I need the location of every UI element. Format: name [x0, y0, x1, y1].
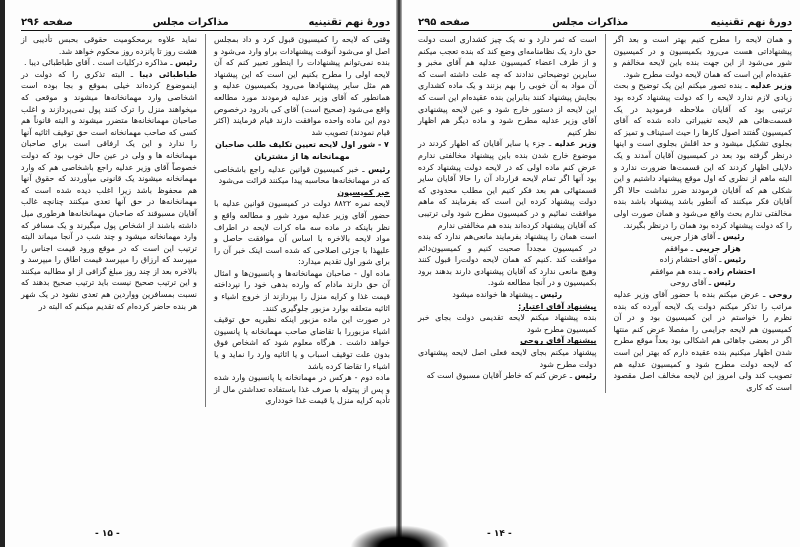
right-page — [402, 0, 800, 547]
subheading — [214, 187, 390, 199]
paragraph — [614, 34, 793, 80]
separator: ـ — [742, 81, 751, 91]
paragraph-text: آقای هزار جریبی — [660, 232, 716, 242]
paragraph — [614, 266, 793, 278]
paragraph-text: نماید علاوه برمحکومیت حقوقی بحبس تأدیبی از هشت روز تا پانزده روز محکوم خواهد شد. — [21, 35, 197, 56]
speaker-name: رئیس — [368, 164, 391, 174]
paragraph-text: پیشنهاد میکنم بجای لایحه فعلی اصل لایحه پیشنهادی دولت مطرح شود — [418, 348, 597, 369]
paragraph — [614, 289, 793, 393]
column-divider — [605, 34, 606, 393]
paragraph — [418, 347, 597, 370]
paragraph-text: بنده تصور میکنم این یک توضیح و بحث زیادی لازم ندارد لایحه را که دولت پیشنهاد کرده بود ترتیبی بود که آقایان ملاحظه فرمودید در یک قسمت‌هائی هم لایحه تغییراتی داده شده که آقای کمیسیون گفتند اصول کارها را حیث استیناف و تمیز که بجلوی تشکیل میشود و حد اقلش بجلوی است و اینها درنظر گرفته بود بعد در کمیسیون آقایان آمدند و یک دلایلی اظهار کردند که این قسمت‌ها ضرورت ندارد و البته ماهم از نظری که اول موقع پیشنهاد داشتیم و این شکلی هم که آقایان فرمودند ضرر نداشت حالا اگر آقایان فکر میکنند که آنطور باشد پیشنهاد باشد بنده مخالفتی ندارم بحث واقع می‌شود و همان صورت اولی را که دولت پیشنهاد کرده بود همان را درنظر بگیرند. — [613, 81, 792, 230]
text-columns — [21, 34, 390, 407]
separator: ـ — [358, 164, 369, 174]
session-label: دورهٔ نهم تقنینیه — [710, 17, 792, 28]
paragraph — [614, 254, 793, 266]
paragraph-text: عرض کنم که خاطر آقایان مسبوق است که — [426, 371, 568, 381]
separator: ـ — [700, 266, 709, 276]
paragraph-text: در صورت این ماده مزبور اینکه نظیریه حق توقیف اشیاء مزبوررا با تقاضای صاحب مهمانخانه یا پانسیون خواهد داشت . هرگاه معلوم شود که اشخاص فوق بدون علت توقیف اسباب و یا اثاثیه وارد را نماید و یا اشیاء را تقاضا کرده باشد — [214, 315, 390, 371]
paragraph-text: آقای احتشام زاده — [659, 255, 717, 265]
separator: ـ — [567, 371, 575, 381]
paragraph — [214, 268, 390, 314]
page-number-label: صفحه ۲۹۶ — [21, 17, 73, 28]
speaker-name: رئیس — [722, 232, 745, 242]
paragraph-text: بنده پیشنهاد میکنم لایحه تقدیمی دولت بجای خبر کمیسیون مطرح شود — [418, 313, 597, 334]
page-header — [21, 12, 390, 31]
column-left — [21, 34, 197, 407]
text-columns — [418, 34, 792, 393]
paragraph — [214, 34, 390, 138]
paragraph — [614, 80, 793, 231]
column-divider — [205, 34, 206, 407]
speaker-name: وزیر عدلیه — [554, 139, 597, 149]
paragraph-text: عرض میکنم بنده با حضور آقای وزیر عدلیه مراتب را تذکر میکنم دولت یک لایحه آورده که بنده نظرم را خواستم در این کمیسیون بود و در آن کمیسیون هم لایحه جرایمی را مفصلا عرض کنم منتها اگر در بعضی جاهائی هم اشکالی بود بعداً موقع مطرح شدن اظهار میکنیم بنده عقیده دارم که بهتر این است که لایحه دولت مطرح شود و کمیسیون عدلیه هم تصویب کند ولی امروز این لایحه مخالف اصل مقصود است که کاری — [613, 290, 792, 392]
paragraph — [21, 57, 197, 69]
paragraph-text: و همان لایحه را مطرح کنیم بهتر است و بعد اگر پیشنهاداتی هست می‌رود بکمیسیون و در کمیسیون شور می‌شود از این جهت بنده باین لایحه مخالفم و عقیده‌ام این است که همان لایحه دولت مطرح شود. — [613, 35, 792, 79]
speaker-name: رئیس — [574, 371, 597, 381]
paragraph-text: ماده اول - صاحبان مهمانخانه‌ها و پانسیون‌ها و امثال آن حق دارند مادام که وارده بدهی خود را نپرداخته قیمت غذا و کرایه منزل را بپردازند از خروج اشیاء و اثاثیه متعلقه بوارد مزبور جلوگیری کنند. — [214, 268, 390, 313]
paragraph — [214, 314, 390, 372]
paragraph-text: جزء یا سایر آقایان که اظهار کردند در موضوع خارج شدن بنده باین پیشنهاد مخالفتی ندارم عرض کنم ماده اولی که در لایحه دولت پیشنهاد کرده بود آنها اگر تمام لایحه قرارداد آن را حالا آقایان سایر قسمتهائی هم بعد فکر کنیم این مطلب محدودی که دولت پیشنهاد کرده این است که بفرمایند که ماهم موافقت نمائیم و در کمیسیون مطرح شود ولی ترتیبی که آقایان پیشنهاد کرده‌اند بنده هم مخالفتی ندارم — [418, 139, 597, 230]
paragraph-text: موافقم — [664, 243, 689, 253]
paragraph — [418, 34, 597, 138]
separator: ـ — [532, 290, 541, 300]
paragraph — [214, 372, 390, 407]
paragraph — [418, 370, 597, 382]
paragraph-text: پیشنهاد آقای اعتبار: — [518, 301, 597, 311]
paragraph — [418, 289, 597, 301]
paragraph-text: ماده دوم - هرکس در مهمانخانه یا پانسیون وارد شده و پس از پیتوله با صرف غذا باستفاده تعداشتن مال از تأدیه کرایه منزل یا قیمت غذا خودداری — [214, 373, 390, 406]
speaker-name: طباطبائی دیبا — [139, 69, 197, 79]
page-number-label: صفحه ۲۹۵ — [418, 17, 470, 28]
page-folio: - ۱۵ - — [95, 529, 120, 539]
separator: ـ — [759, 290, 769, 300]
paragraph — [214, 164, 390, 187]
subheading — [418, 335, 597, 347]
running-title: مذاکرات مجلس — [552, 17, 629, 28]
paragraph-text: خبر کمیسیون — [337, 187, 390, 197]
paragraph-text: است که ثمر دارد و نه یک چیز کشداری است دولت حق دارد یک نظامنامه‌ای وضع کند که بنده تعجب میکنم و از طرف اعضاء کمیسیون عدلیه هم آقای مخبر و سایرین توضیحاتی ندادند که چه علت داشته است که آن مواد به آن خوبی را بهم بزنند و یک ماده کشداری بجایش پیشنهاد کنند بنابراین بنده عقیده‌ام این است که این لایحه از دستور خارج شود و عین لایحه پیشنهادی آقای وزیر عدلیه مطرح شود و ماده دیگر هم اظهار نظر کنیم — [418, 35, 597, 137]
speaker-name: رئیس — [175, 58, 197, 68]
separator: ـ — [715, 232, 723, 242]
speaker-name: هزار جریبی — [695, 243, 741, 253]
paragraph — [418, 138, 597, 231]
subheading — [418, 301, 597, 313]
separator: ـ — [688, 243, 696, 253]
paragraph — [21, 69, 197, 312]
session-label: دورهٔ نهم تقنینیه — [308, 17, 390, 28]
paragraph-text: پیشنهاد ها خوانده میشود — [452, 290, 533, 300]
speaker-name: رئیس — [723, 255, 746, 265]
paragraph — [614, 243, 793, 255]
paragraph-text: پیشنهاد آقای روحی — [520, 336, 597, 346]
separator: ـ — [706, 278, 714, 288]
paragraph-text: البته تذکری را که دولت در اینموضوع کرده‌اند خیلی بموقع و بجا بوده است اشخاصی وارد مهمانخانه‌ها میشوند و موقعی که میخواهند منزل را ترک کنند پول نمی‌پردازند و اغلب صاحبان مهمانخانه‌ها متضرر میشوند و البته قانوناً هم کسی که صاحب مهمانخانه است حق توقیف اثاثیه آنها را ندارد و این یک ارفاقی است برای صاحبان مهمانخانه ها و ولی در عین حال خوب بود که دولت خصوصاً آقای وزیر عدلیه راجع باشخاصی هم که وارد مهمانخانه میشوند یک قانونی میآوردند که حقوق آنها هم محفوظ باشد زیرا اغلب دیده شده است که مهمانخانه‌ها در حق آنها تعدی میکنند چنانچه غالب آقایان مسبوقند که صاحبان مهمانخانه‌ها هرطوری میل داشته باشند از اشخاص پول میگیرند و یک مسافر که وارد مهمانخانه میشود و چند شب در آنجا میماند البته ترتیب این است که در موقع ورود قیمت اجناس را میپرسد که ارزاق را میپرسد قیمت اطاق را میپرسد و بالاخره بعد از چند روز مبلغ گزافی از او مطالبه میکنند و این ترتیب صحیح نیست باید ترتیب صحیح بدهند که نسبت بمسافرین وواردین هم تعدی نشود در یک شهر هر بنده حاضر کرده‌ام که تقدیم میکنم که البته در — [21, 69, 197, 311]
paragraph — [614, 231, 793, 243]
speaker-name: روحی — [768, 290, 793, 300]
section-heading — [214, 139, 390, 162]
paragraph — [418, 312, 597, 335]
separator: ـ — [545, 139, 555, 149]
paragraph-text: آقای روحی — [670, 278, 707, 288]
separator: ـ — [124, 69, 140, 79]
paragraph-text: مذاکره درکلیات است . آقای طباطبائی دیبا . — [24, 58, 168, 68]
page-folio: - ۱۴ - — [487, 529, 512, 539]
paragraph-text: است همان را پیشنهاد بفرمایند مانعی‌هم ندارد که بنده در کمیسیون مجدداً صحبت کنیم و کمیسیون‌دائم موافقت کند .کنیم که همان لایحه دولت‌را قبول کنند وهیچ مانعی ندارد که آقایان پیشنهادی دارند بدهند برود بکمیسیون و در آنجا مطالعه شود. — [418, 232, 597, 288]
column-left — [418, 34, 597, 393]
spine-shadow — [350, 525, 450, 547]
speaker-name: رئیس — [713, 278, 736, 288]
column-right — [214, 34, 390, 407]
separator: ـ — [167, 58, 176, 68]
separator: ـ — [716, 255, 724, 265]
paragraph-text: وقتی که لایحه را کمیسیون قبول کرد و داد بمجلس اصل او می‌شود آنوقت پیشنهادات براو وارد می‌شود و بنده نمی‌توانم پیشنهادات را اینطور تعبیر کنم که آن لایحه اولی را مطرح بکنیم این است که این پیشنهاد هم مثل سایر پیشنهادها می‌رود بکمیسیون عدلیه و همانطور که آقای وزیر عدلیه فرمودند مورد مطالعه واقع می‌شود (صحیح است) آقای کی بادرود درخصوص دوم این ماده واحده موافقت دارند قیام فرمایند (اکثر قیام نمودند) تصویب شد — [214, 35, 390, 137]
running-title: مذاکرات مجلس — [152, 17, 229, 28]
page-header — [418, 12, 792, 31]
speaker-name: رئیس — [540, 290, 563, 300]
paragraph-text: لایحه نمره ۸۸۲۲ دولت در کمیسیون قوانین عدلیه با حضور آقای وزیر عدلیه مورد شور و مطالعه واقع و نظر باینکه در ماده سه ماه کرات لایحه در اطراف مواد لایحه بالاخره با اساس آن موافقت حاصل و علیهذا با جزئی اصلاحی که شده است اینک خبر آن را برای شور اول تقدیم میدارد: — [214, 199, 390, 267]
paragraph-text: ۷ - شور اول لایحه تعیین تکلیف طلب صاحبان مهمانخانه ها از مشتریان — [215, 140, 389, 161]
paragraph — [614, 277, 793, 289]
paragraph — [214, 198, 390, 268]
paragraph — [21, 34, 197, 57]
column-right — [614, 34, 793, 393]
paragraph-text: بنده هم موافقم — [650, 266, 701, 276]
paragraph — [418, 231, 597, 289]
speaker-name: احتشام زاده — [708, 266, 756, 276]
paragraph-text: خبر کمیسیون قوانین عدلیه راجع باشخاصی که در مهمانخانه‌ها محاسبه پیدا میکنند قرائت می‌شود — [214, 164, 390, 186]
left-page — [0, 0, 398, 547]
speaker-name: وزیر عدلیه — [750, 81, 792, 91]
